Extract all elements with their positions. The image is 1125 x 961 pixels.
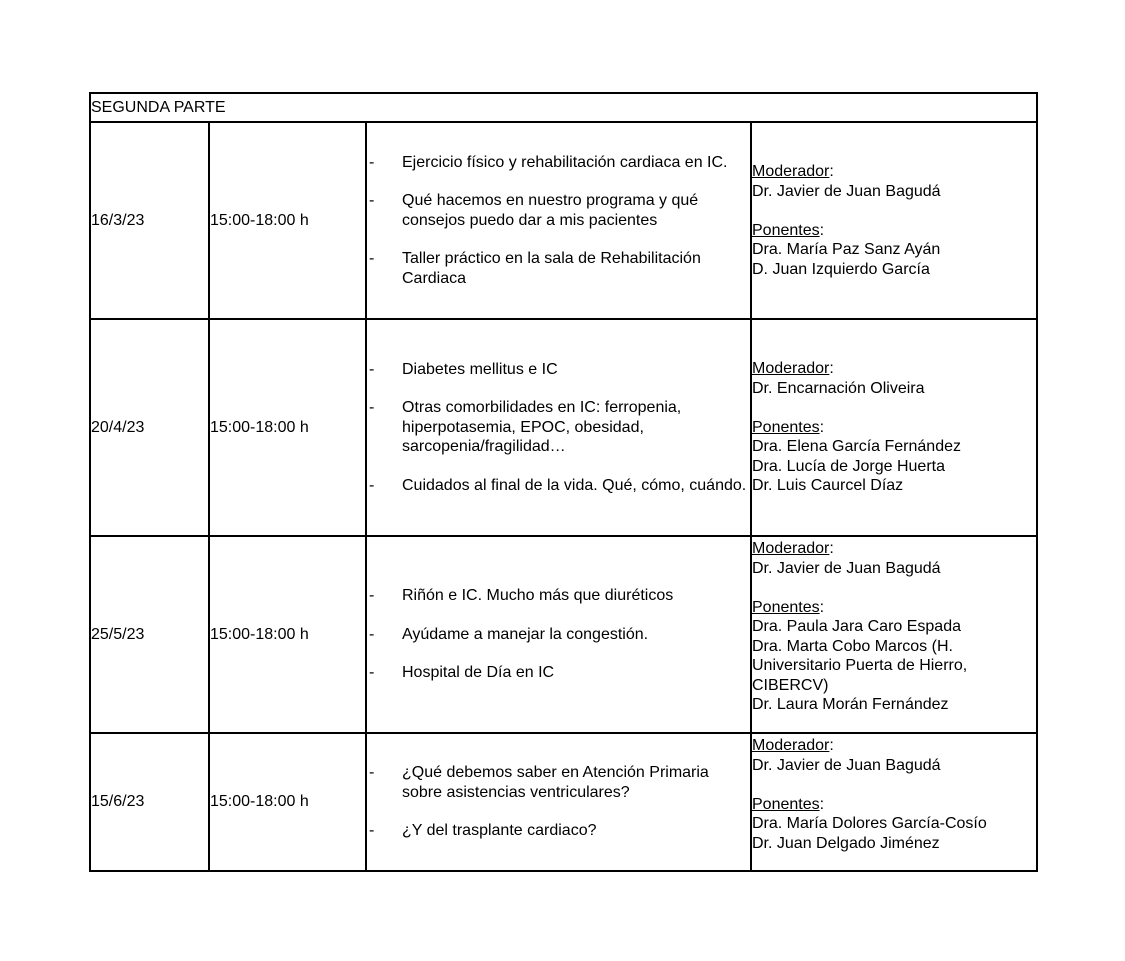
session-date: 16/3/23 [90, 122, 209, 319]
session-topics [366, 319, 751, 536]
topic-item [367, 821, 750, 841]
speaker-name: Dra. Marta Cobo Marcos (H. Universitario Puerta de Hierro, CIBERCV) [752, 637, 968, 694]
moderator-name: Dr. Encarnación Oliveira [752, 379, 925, 397]
moderator-label: Moderador [752, 540, 830, 557]
session-time: 15:00-18:00 h [209, 733, 366, 871]
topic-text: ¿Y del trasplante cardiaco? [402, 822, 597, 840]
bullet-dash: - [369, 822, 375, 840]
topic-text: Cuidados al final de la vida. Qué, cómo, cuándo. [402, 476, 747, 494]
session-people [751, 733, 1037, 871]
session-date: 15/6/23 [90, 733, 209, 871]
topic-item [367, 625, 750, 645]
session-row [90, 536, 1037, 733]
bullet-dash: - [369, 250, 375, 268]
session-topics [366, 122, 751, 319]
session-time: 15:00-18:00 h [209, 536, 366, 733]
topic-item [367, 586, 750, 606]
session-topics [366, 733, 751, 871]
speaker-name: Dra. Paula Jara Caro Espada [752, 618, 961, 635]
speakers-group: Ponentes: Dra. Elena García Fernández Dra. Lucía de Jorge Huerta Dr. Luis Caurcel Díaz [752, 418, 1036, 496]
topic-text: Ejercicio físico y rehabilitación cardiaca en IC. [402, 153, 728, 171]
topic-item [367, 763, 750, 802]
topic-item [367, 153, 750, 173]
bullet-dash: - [369, 153, 375, 171]
topic-text: Qué hacemos en nuestro programa y qué consejos puedo dar a mis pacientes [402, 192, 699, 229]
topic-text: Riñón e IC. Mucho más que diuréticos [402, 587, 674, 605]
topic-item [367, 360, 750, 380]
speakers-group: Ponentes: Dra. Paula Jara Caro Espada Dra. Marta Cobo Marcos (H. Universitario Puerta de Hierro, CIBERCV) Dr. Laura Morán Fernández [752, 598, 1036, 715]
moderator-name: Dr. Javier de Juan Bagudá [752, 559, 941, 577]
bullet-dash: - [369, 587, 375, 605]
schedule-table-container [89, 92, 1036, 872]
speaker-name: Dr. Laura Morán Fernández [752, 696, 949, 713]
speaker-name: Dra. Lucía de Jorge Huerta [752, 457, 945, 475]
moderator-group: Moderador: Dr. Javier de Juan Bagudá [752, 539, 1036, 578]
bullet-dash: - [369, 476, 375, 494]
bullet-dash: - [369, 192, 375, 210]
session-people [751, 319, 1037, 536]
moderator-label: Moderador [752, 737, 830, 754]
bullet-dash: - [369, 625, 375, 643]
session-time: 15:00-18:00 h [209, 122, 366, 319]
session-time: 15:00-18:00 h [209, 319, 366, 536]
speakers-group: Ponentes: Dra. María Paz Sanz Ayán D. Juan Izquierdo García [752, 221, 1036, 280]
topic-item [367, 398, 750, 457]
session-date: 25/5/23 [90, 536, 209, 733]
schedule-table [89, 92, 1038, 872]
speaker-name: Dra. Elena García Fernández [752, 438, 961, 456]
topic-text: Taller práctico en la sala de Rehabilitación Cardiaca [402, 250, 701, 287]
speakers-label: Ponentes [752, 221, 820, 239]
speaker-name: Dra. María Dolores García-Cosío [752, 815, 987, 832]
moderator-name: Dr. Javier de Juan Bagudá [752, 756, 941, 774]
session-date: 20/4/23 [90, 319, 209, 536]
session-topics [366, 536, 751, 733]
bullet-dash: - [369, 664, 375, 682]
moderator-group: Moderador: Dr. Encarnación Oliveira [752, 359, 1036, 398]
bullet-dash: - [369, 764, 375, 782]
topic-item [367, 476, 750, 496]
topic-text: ¿Qué debemos saber en Atención Primaria sobre asistencias ventriculares? [402, 764, 709, 801]
speakers-label: Ponentes [752, 795, 820, 813]
speaker-name: D. Juan Izquierdo García [752, 260, 930, 278]
moderator-group: Moderador: Dr. Javier de Juan Bagudá [752, 736, 1036, 775]
bullet-dash: - [369, 360, 375, 378]
topic-text: Otras comorbilidades en IC: ferropenia, hiperpotasemia, EPOC, obesidad, sarcopenia/fragilidad… [402, 399, 682, 456]
session-people [751, 536, 1037, 733]
bullet-dash: - [369, 399, 375, 417]
session-row [90, 122, 1037, 319]
topic-text: Ayúdame a manejar la congestión. [402, 625, 649, 643]
session-row [90, 733, 1037, 871]
speaker-name: Dr. Luis Caurcel Díaz [752, 477, 904, 495]
moderator-label: Moderador [752, 360, 830, 378]
speakers-label: Ponentes [752, 418, 820, 436]
moderator-label: Moderador [752, 163, 830, 180]
topic-text: Hospital de Día en IC [402, 664, 555, 682]
moderator-name: Dr. Javier de Juan Bagudá [752, 182, 941, 200]
session-people [751, 122, 1037, 319]
session-row [90, 319, 1037, 536]
moderator-group: Moderador: Dr. Javier de Juan Bagudá [752, 162, 1036, 201]
speaker-name: Dra. María Paz Sanz Ayán [752, 241, 941, 258]
speakers-label: Ponentes [752, 598, 820, 616]
section-title: SEGUNDA PARTE [90, 93, 1037, 122]
topic-item [367, 249, 750, 288]
topic-item [367, 663, 750, 683]
topic-text: Diabetes mellitus e IC [402, 360, 558, 378]
speaker-name: Dr. Juan Delgado Jiménez [752, 834, 940, 852]
speakers-group: Ponentes: Dra. María Dolores García-Cosío Dr. Juan Delgado Jiménez [752, 795, 1036, 854]
topic-item [367, 191, 750, 230]
